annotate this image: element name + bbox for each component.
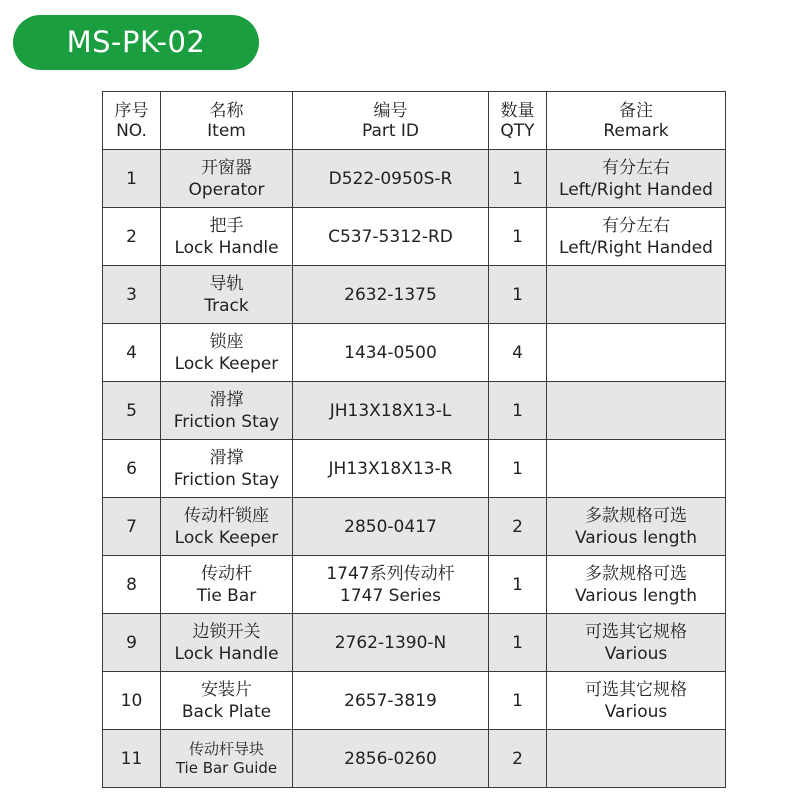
part-id-cell (293, 324, 489, 382)
item-name-cell (161, 498, 293, 556)
item-name-en: Back Plate (181, 701, 272, 722)
row-number: 1 (103, 150, 161, 208)
item-name-en: Friction Stay (173, 469, 280, 490)
remark-cell (547, 324, 726, 382)
quantity-cell: 1 (489, 440, 547, 498)
header-en: Remark (603, 120, 669, 141)
item-name-en: Lock Keeper (174, 353, 279, 374)
quantity-cell: 4 (489, 324, 547, 382)
item-name-cn: 滑撑 (209, 389, 244, 410)
remark-en: Left/Right Handed (559, 237, 713, 258)
header-cn: 名称 (209, 100, 244, 121)
item-name-en: Lock Handle (174, 643, 279, 664)
part-id-cell (293, 382, 489, 440)
header-en: QTY (500, 120, 535, 141)
header-qty (489, 92, 547, 150)
item-name-cn: 导轨 (209, 273, 244, 294)
item-name-cn: 锁座 (209, 331, 244, 352)
table-row (103, 150, 726, 208)
part-id: 2632-1375 (344, 284, 437, 305)
item-name-en: Operator (188, 179, 265, 200)
header-en: Item (207, 120, 246, 141)
part-id: C537-5312-RD (328, 226, 453, 247)
item-name-cn: 滑撑 (209, 447, 244, 468)
remark-en: Various (604, 643, 668, 664)
quantity-cell: 1 (489, 266, 547, 324)
table-row (103, 556, 726, 614)
item-name-cell (161, 208, 293, 266)
table-row (103, 266, 726, 324)
item-name-cn: 开窗器 (201, 157, 252, 178)
item-name-cn: 传动杆锁座 (184, 505, 269, 526)
row-number: 9 (103, 614, 161, 672)
table-body (103, 150, 726, 788)
model-badge: MS-PK-02 (13, 15, 259, 70)
header-cn: 数量 (500, 100, 535, 121)
item-name-en: Lock Handle (174, 237, 279, 258)
remark-cell (547, 150, 726, 208)
remark-cell (547, 208, 726, 266)
remark-cell (547, 382, 726, 440)
header-en: Part ID (361, 120, 420, 141)
part-id: 1434-0500 (344, 342, 437, 363)
remark-cn: 可选其它规格 (585, 621, 687, 642)
row-number: 2 (103, 208, 161, 266)
item-name-cell (161, 324, 293, 382)
part-id-cell (293, 440, 489, 498)
header-part-id (293, 92, 489, 150)
part-id: 2856-0260 (344, 748, 437, 769)
remark-cell (547, 614, 726, 672)
header-en: NO. (116, 120, 147, 141)
item-name-cell (161, 266, 293, 324)
part-id-cell (293, 556, 489, 614)
item-name-cell (161, 556, 293, 614)
table-row (103, 208, 726, 266)
header-no (103, 92, 161, 150)
part-id-secondary: 1747 Series (340, 585, 441, 606)
table-row (103, 498, 726, 556)
row-number: 8 (103, 556, 161, 614)
row-number: 11 (103, 730, 161, 788)
parts-table (102, 91, 726, 788)
header-item (161, 92, 293, 150)
quantity-cell: 1 (489, 614, 547, 672)
item-name-cn: 传动杆导块 (188, 739, 264, 758)
header-cn: 序号 (114, 100, 149, 121)
part-id-cell (293, 150, 489, 208)
remark-cn: 有分左右 (602, 215, 670, 236)
item-name-cell (161, 440, 293, 498)
item-name-cn: 传动杆 (201, 563, 252, 584)
quantity-cell: 1 (489, 208, 547, 266)
item-name-en: Tie Bar Guide (175, 758, 278, 777)
row-number: 3 (103, 266, 161, 324)
remark-cell (547, 672, 726, 730)
header-remark (547, 92, 726, 150)
row-number: 10 (103, 672, 161, 730)
part-id: 1747系列传动杆 (326, 563, 455, 584)
remark-en: Various length (574, 527, 698, 548)
row-number: 4 (103, 324, 161, 382)
table-row (103, 440, 726, 498)
remark-cn: 多款规格可选 (585, 563, 687, 584)
item-name-cn: 把手 (209, 215, 244, 236)
row-number: 7 (103, 498, 161, 556)
remark-en: Various (604, 701, 668, 722)
item-name-cn: 安装片 (201, 679, 252, 700)
item-name-cn: 边锁开关 (192, 621, 261, 642)
quantity-cell: 2 (489, 498, 547, 556)
item-name-en: Lock Keeper (174, 527, 279, 548)
part-id-cell (293, 208, 489, 266)
quantity-cell: 2 (489, 730, 547, 788)
header-cn: 备注 (619, 100, 653, 121)
item-name-cell (161, 672, 293, 730)
remark-cell (547, 730, 726, 788)
remark-cell (547, 498, 726, 556)
remark-cell (547, 440, 726, 498)
remark-cell (547, 266, 726, 324)
quantity-cell: 1 (489, 382, 547, 440)
row-number: 6 (103, 440, 161, 498)
part-id-cell (293, 672, 489, 730)
part-id: JH13X18X13-L (329, 400, 452, 421)
part-id-cell (293, 266, 489, 324)
table-row (103, 730, 726, 788)
part-id-cell (293, 498, 489, 556)
remark-cell (547, 556, 726, 614)
item-name-cell (161, 614, 293, 672)
item-name-cell (161, 382, 293, 440)
part-id-cell (293, 614, 489, 672)
part-id-cell (293, 730, 489, 788)
part-id: 2657-3819 (344, 690, 437, 711)
remark-cn: 有分左右 (602, 157, 670, 178)
item-name-en: Tie Bar (196, 585, 257, 606)
item-name-cell (161, 730, 293, 788)
part-id: 2762-1390-N (334, 632, 447, 653)
part-id: JH13X18X13-R (328, 458, 453, 479)
item-name-en: Track (204, 295, 249, 316)
item-name-en: Friction Stay (173, 411, 280, 432)
part-id: D522-0950S-R (328, 168, 453, 189)
table-row (103, 382, 726, 440)
table-row (103, 614, 726, 672)
table-header-row (103, 92, 726, 150)
quantity-cell: 1 (489, 556, 547, 614)
header-cn: 编号 (373, 100, 408, 121)
remark-cn: 可选其它规格 (585, 679, 687, 700)
item-name-cell (161, 150, 293, 208)
remark-cn: 多款规格可选 (585, 505, 687, 526)
table-row (103, 672, 726, 730)
remark-en: Left/Right Handed (559, 179, 713, 200)
quantity-cell: 1 (489, 672, 547, 730)
row-number: 5 (103, 382, 161, 440)
table-row (103, 324, 726, 382)
remark-en: Various length (574, 585, 698, 606)
quantity-cell: 1 (489, 150, 547, 208)
part-id: 2850-0417 (344, 516, 437, 537)
